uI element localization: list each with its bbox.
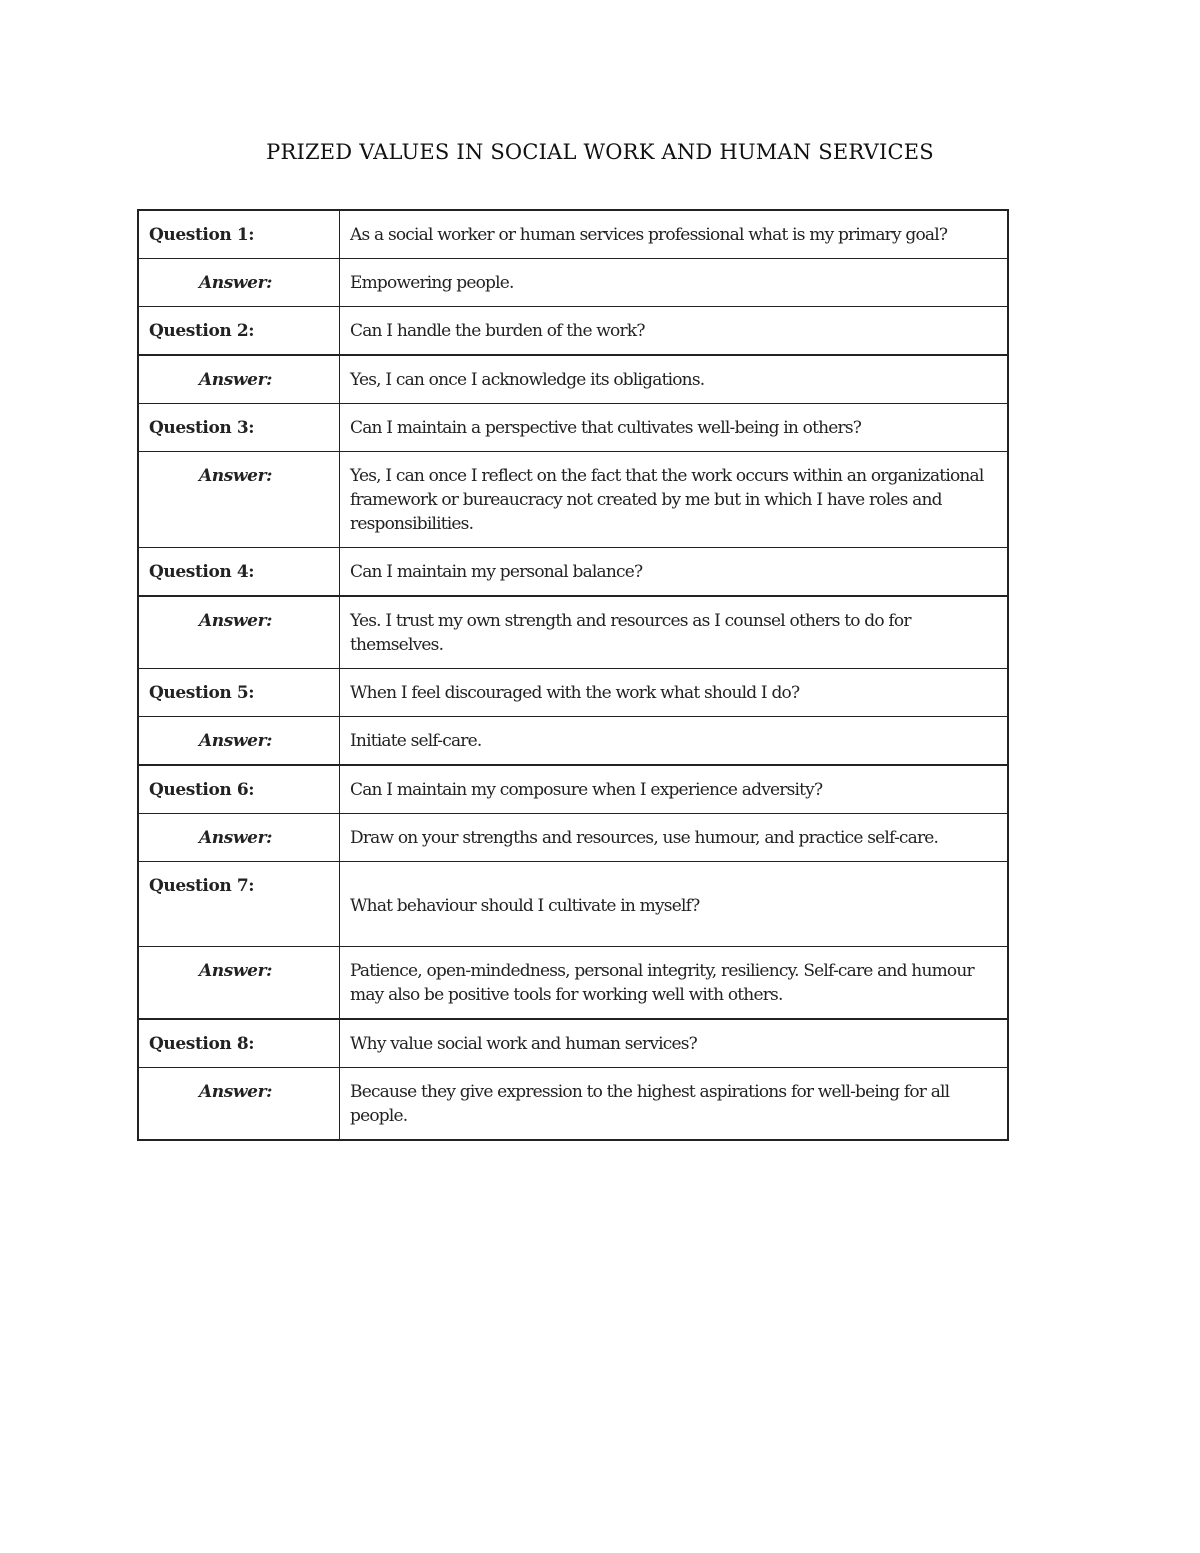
answer-label: Answer:	[138, 947, 340, 1020]
question-label: Question 1:	[138, 210, 340, 259]
question-text: As a social worker or human services professional what is my primary goal?	[340, 210, 1009, 259]
table-row	[138, 717, 1008, 766]
table-row	[138, 947, 1008, 1020]
table-row	[138, 596, 1008, 669]
page-title: PRIZED VALUES IN SOCIAL WORK AND HUMAN SERVICES	[266, 140, 934, 164]
table-row	[138, 765, 1008, 814]
answer-text: Yes, I can once I acknowledge its obligations.	[340, 355, 1009, 404]
question-text: Can I maintain a perspective that cultivates well-being in others?	[340, 404, 1009, 452]
answer-text: Yes, I can once I reflect on the fact that the work occurs within an organizational framework or bureaucracy not created by me but in which I have roles and responsibilities.	[340, 452, 1009, 548]
question-text: Can I handle the burden of the work?	[340, 307, 1009, 356]
answer-label: Answer:	[138, 1068, 340, 1141]
table-row	[138, 669, 1008, 717]
question-label: Question 6:	[138, 765, 340, 814]
question-label: Question 3:	[138, 404, 340, 452]
answer-label: Answer:	[138, 259, 340, 307]
question-label: Question 5:	[138, 669, 340, 717]
question-label: Question 7:	[138, 862, 340, 947]
table-row	[138, 210, 1008, 259]
question-label: Question 8:	[138, 1019, 340, 1068]
answer-label: Answer:	[138, 717, 340, 766]
question-text: What behaviour should I cultivate in myself?	[340, 862, 1009, 947]
answer-label: Answer:	[138, 814, 340, 862]
qa-table	[137, 209, 1009, 1141]
answer-text: Patience, open-mindedness, personal integrity, resiliency. Self-care and humour may also be positive tools for working well with others.	[340, 947, 1009, 1020]
table-row	[138, 548, 1008, 597]
table-row	[138, 307, 1008, 356]
answer-text: Yes. I trust my own strength and resources as I counsel others to do for themselves.	[340, 596, 1009, 669]
table-row	[138, 1019, 1008, 1068]
question-label: Question 2:	[138, 307, 340, 356]
table-row	[138, 404, 1008, 452]
answer-text: Because they give expression to the highest aspirations for well-being for all people.	[340, 1068, 1009, 1141]
table-row	[138, 259, 1008, 307]
answer-text: Draw on your strengths and resources, use humour, and practice self-care.	[340, 814, 1009, 862]
table-row	[138, 862, 1008, 947]
answer-text: Initiate self-care.	[340, 717, 1009, 766]
answer-label: Answer:	[138, 355, 340, 404]
question-text: When I feel discouraged with the work what should I do?	[340, 669, 1009, 717]
answer-label: Answer:	[138, 596, 340, 669]
question-text: Can I maintain my composure when I experience adversity?	[340, 765, 1009, 814]
table-row	[138, 814, 1008, 862]
table-row	[138, 1068, 1008, 1141]
answer-label: Answer:	[138, 452, 340, 548]
answer-text: Empowering people.	[340, 259, 1009, 307]
question-label: Question 4:	[138, 548, 340, 597]
question-text: Can I maintain my personal balance?	[340, 548, 1009, 597]
table-row	[138, 452, 1008, 548]
question-text: Why value social work and human services?	[340, 1019, 1009, 1068]
table-row	[138, 355, 1008, 404]
